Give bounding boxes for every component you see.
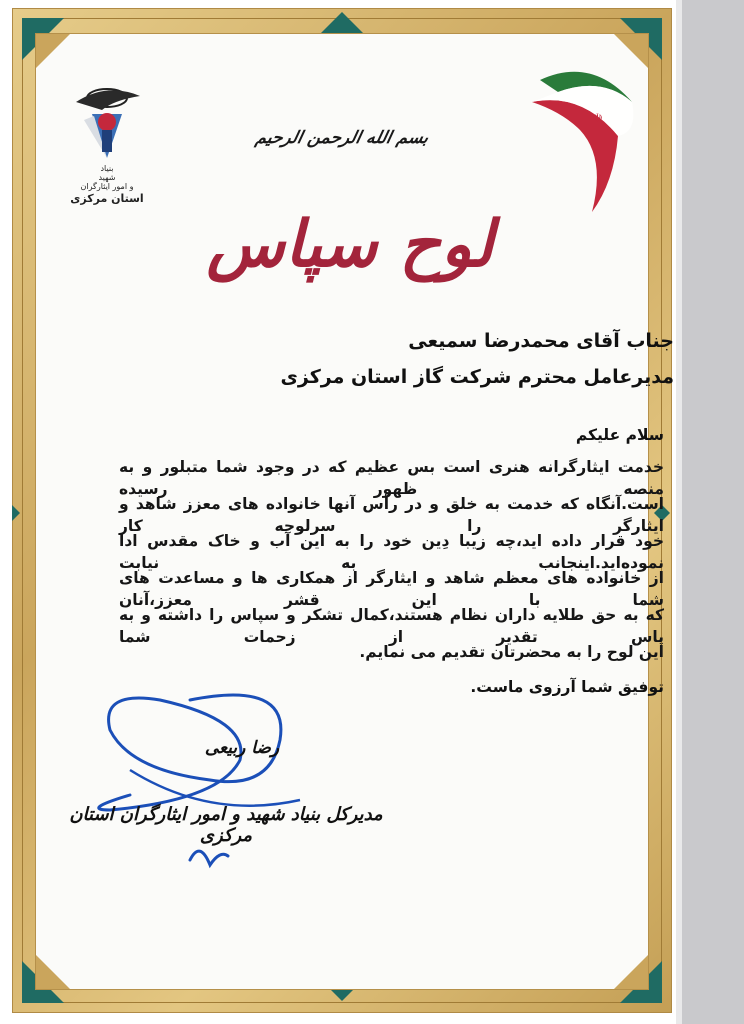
organization-logo [62,80,152,210]
bismillah-calligraphy: بسم الله الرحمن الرحیم [253,128,431,148]
body-line-5: که به حق طلایه داران نظام هستند،کمال تشکر و سپاس را داشته و به پاس تقدیر از زحمات شما [119,606,664,646]
scan-edge [676,0,744,1024]
logo-line-3: و امور ایثارگران [80,182,134,191]
scan-edge-highlight [676,0,682,1024]
recipient-name: جناب آقای محمدرضا سمیعی [408,330,674,352]
body-line-4: از خانواده های معظم شاهد و ایثارگر از همکاری ها و مساعدت های شما با این قشر معزز،آنان [119,569,664,609]
signer-name: رضا ربیعی [204,738,280,758]
logo-emblem-icon [62,80,152,160]
signature-scribble [70,670,350,900]
svg-text:☫: ☫ [592,111,603,125]
logo-line-4: استان مرکزی [70,192,144,205]
flag-ribbon-icon [522,62,642,222]
body-line-6: این لوح را به محضرتان تقدیم می نمایم. [359,643,664,661]
signer-title: مدیرکل بنیاد شهید و امور ایثارگران استان مرکزی [69,804,383,846]
body-line-1: خدمت ایثارگرانه هنری است بس عظیم که در وجود شما متبلور و به منصه ظهور رسیده [119,458,664,498]
greeting: سلام علیکم [575,426,664,444]
certificate-title: لوح سپاس [206,207,494,282]
body-line-3: خود قرار داده اید،چه زیبا دِین خود را به این آب و خاک مقدس ادا نموده‌اید.اینجانب به نیابت [119,532,664,572]
logo-line-1: بنیاد [100,164,114,173]
closing-line: توفیق شما آرزوی ماست. [470,678,664,696]
logo-line-2: شهید [98,173,116,182]
recipient-position: مدیرعامل محترم شرکت گاز استان مرکزی [280,366,674,388]
body-line-2: است.آنگاه که خدمت به خلق و در رأس آنها خانواده های معزز شاهد و ایثارگر را سرلوحه کار [119,495,664,535]
